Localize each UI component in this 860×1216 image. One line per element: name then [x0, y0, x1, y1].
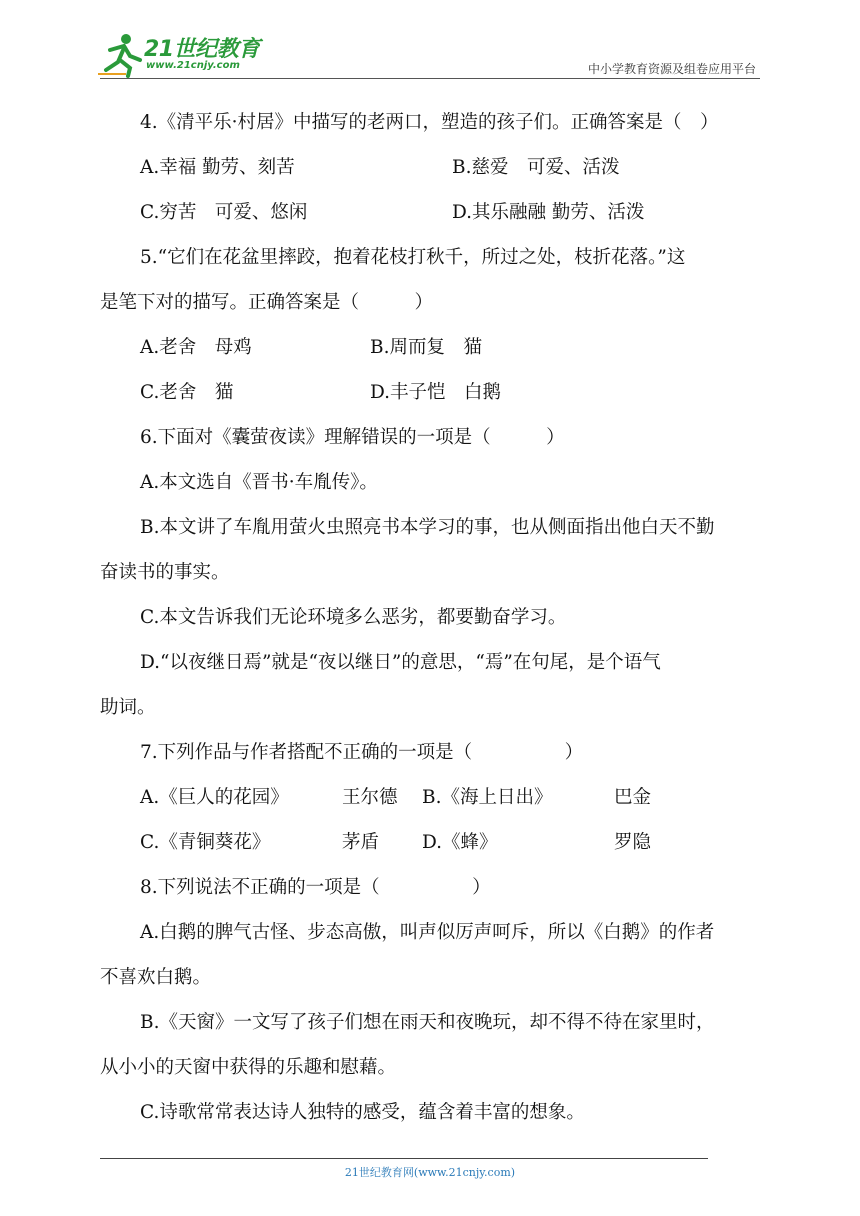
- q4-stem: 4.《清平乐·村居》中描写的老两口，塑造的孩子们。正确答案是（ ）: [140, 112, 719, 133]
- q5-option-c: C.老舍 猫: [140, 382, 234, 403]
- q7-stem: 7.下列作品与作者搭配不正确的一项是（ ）: [140, 742, 584, 763]
- q8-option-a-line2: 不喜欢白鹅。: [100, 967, 212, 988]
- q7-options-row2: [100, 820, 762, 865]
- q4-option-c: C.穷苦 可爱、悠闲: [140, 202, 308, 223]
- q5-stem-line2: 是笔下对的描写。正确答案是（ ）: [100, 292, 434, 313]
- q4-options-row2: [100, 190, 762, 235]
- question-content: [100, 100, 762, 1135]
- q5-option-a: A.老舍 母鸡: [140, 337, 252, 358]
- q5-stem-line1: 5.“它们在花盆里摔跤，抱着花枝打秋千，所过之处，枝折花落。”这: [140, 247, 686, 268]
- q7-option-a-author: 王尔德: [342, 787, 398, 808]
- platform-tagline: 中小学教育资源及组卷应用平台: [587, 62, 756, 76]
- q5-option-d: D.丰子恺 白鹅: [370, 382, 502, 403]
- q6-option-d-line2: 助词。: [100, 697, 156, 718]
- q8-option-c: C.诗歌常常表达诗人独特的感受，蕴含着丰富的想象。: [140, 1102, 585, 1123]
- footer-divider: [100, 1158, 708, 1159]
- q4-option-d: D.其乐融融 勤劳、活泼: [452, 202, 645, 223]
- q6-option-a: A.本文选自《晋书·车胤传》。: [140, 472, 378, 493]
- q7-option-c-author: 茅盾: [342, 832, 380, 853]
- q6-option-b-line2: 奋读书的事实。: [100, 562, 230, 583]
- footer-link[interactable]: 21世纪教育网(www.21cnjy.com): [344, 1166, 516, 1179]
- q8-option-b-line1: B.《天窗》一文写了孩子们想在雨天和夜晚玩，却不得不待在家里时，: [140, 1012, 715, 1033]
- q6-stem: 6.下面对《囊萤夜读》理解错误的一项是（ ）: [140, 427, 565, 448]
- q8-stem: 8.下列说法不正确的一项是（ ）: [140, 877, 491, 898]
- q8-option-a-line1: A.白鹅的脾气古怪、步态高傲，叫声似厉声呵斥，所以《白鹅》的作者: [140, 922, 715, 943]
- logo-url: www.21cnjy.com: [146, 60, 240, 71]
- q6-option-d-line1: D.“以夜继日焉”就是“夜以继日”的意思，“焉”在句尾，是个语气: [140, 652, 661, 673]
- runner-logo-icon: [96, 30, 144, 78]
- q8-option-b-line2: 从小小的天窗中获得的乐趣和慰藉。: [100, 1057, 397, 1078]
- q7-option-b-work: B.《海上日出》: [422, 787, 553, 808]
- header-divider: [100, 78, 760, 79]
- site-logo[interactable]: [96, 30, 266, 78]
- q7-option-b-author: 巴金: [614, 787, 652, 808]
- q6-option-c: C.本文告诉我们无论环境多么恶劣，都要勤奋学习。: [140, 607, 567, 628]
- logo-text: 21世纪教育: [144, 37, 260, 62]
- q7-options-row1: [100, 775, 762, 820]
- q5-options-row1: [100, 325, 762, 370]
- q5-option-b: B.周而复 猫: [370, 337, 482, 358]
- q7-option-a-work: A.《巨人的花园》: [140, 787, 289, 808]
- q5-options-row2: [100, 370, 762, 415]
- q4-options-row1: [100, 145, 762, 190]
- q7-option-d-author: 罗隐: [614, 832, 652, 853]
- q6-option-b-line1: B.本文讲了车胤用萤火虫照亮书本学习的事，也从侧面指出他白天不勤: [140, 517, 715, 538]
- page-header: [0, 0, 860, 80]
- q7-option-c-work: C.《青铜葵花》: [140, 832, 271, 853]
- q7-option-d-work: D.《蜂》: [422, 832, 498, 853]
- q4-option-a: A.幸福 勤劳、刻苦: [140, 157, 295, 178]
- q4-option-b: B.慈爱 可爱、活泼: [452, 157, 620, 178]
